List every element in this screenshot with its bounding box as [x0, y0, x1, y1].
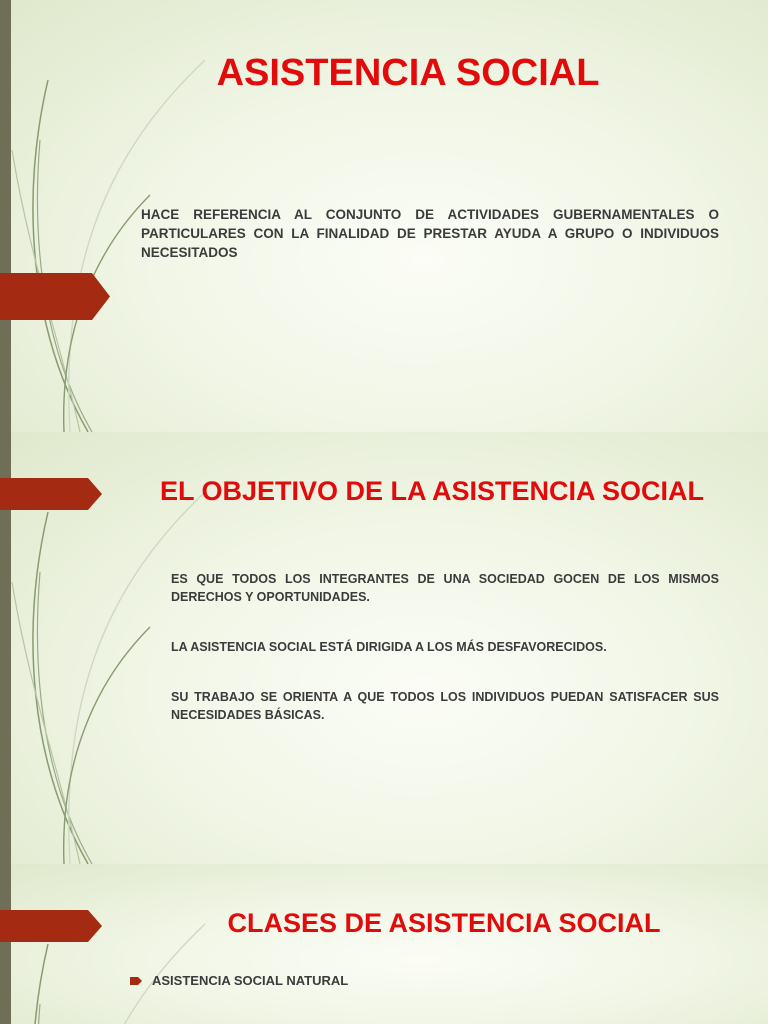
arrow-tab-icon — [0, 273, 110, 320]
bullet-label: ASISTENCIA SOCIAL NATURAL — [152, 973, 349, 988]
arrow-bullet-icon — [130, 977, 142, 985]
slide-2 — [0, 432, 768, 864]
slide-title: CLASES DE ASISTENCIA SOCIAL — [227, 908, 661, 938]
paragraph: LA ASISTENCIA SOCIAL ESTÁ DIRIGIDA A LOS MÁS DESFAVORECIDOS. — [171, 640, 607, 654]
paragraph: HACE REFERENCIA AL CONJUNTO DE ACTIVIDADES GUBERNAMENTALES O PARTICULARES CON LA FINALIDAD DE PRESTAR AYUDA A GRUPO O INDIVIDUOS NECESITADOS — [141, 207, 719, 260]
slide-1 — [0, 0, 768, 432]
slide-title: ASISTENCIA SOCIAL — [216, 52, 600, 94]
slide-title: EL OBJETIVO DE LA ASISTENCIA SOCIAL — [159, 476, 705, 506]
paragraph: ES QUE TODOS LOS INTEGRANTES DE UNA SOCIEDAD GOCEN DE LOS MISMOS DERECHOS Y OPORTUNIDADES. — [171, 572, 719, 604]
curved-lines-icon — [0, 864, 230, 1024]
slide-3 — [0, 864, 768, 1024]
list-item — [130, 973, 348, 988]
paragraph: SU TRABAJO SE ORIENTA A QUE TODOS LOS INDIVIDUOS PUEDAN SATISFACER SUS NECESIDADES BÁSICAS. — [171, 690, 719, 722]
